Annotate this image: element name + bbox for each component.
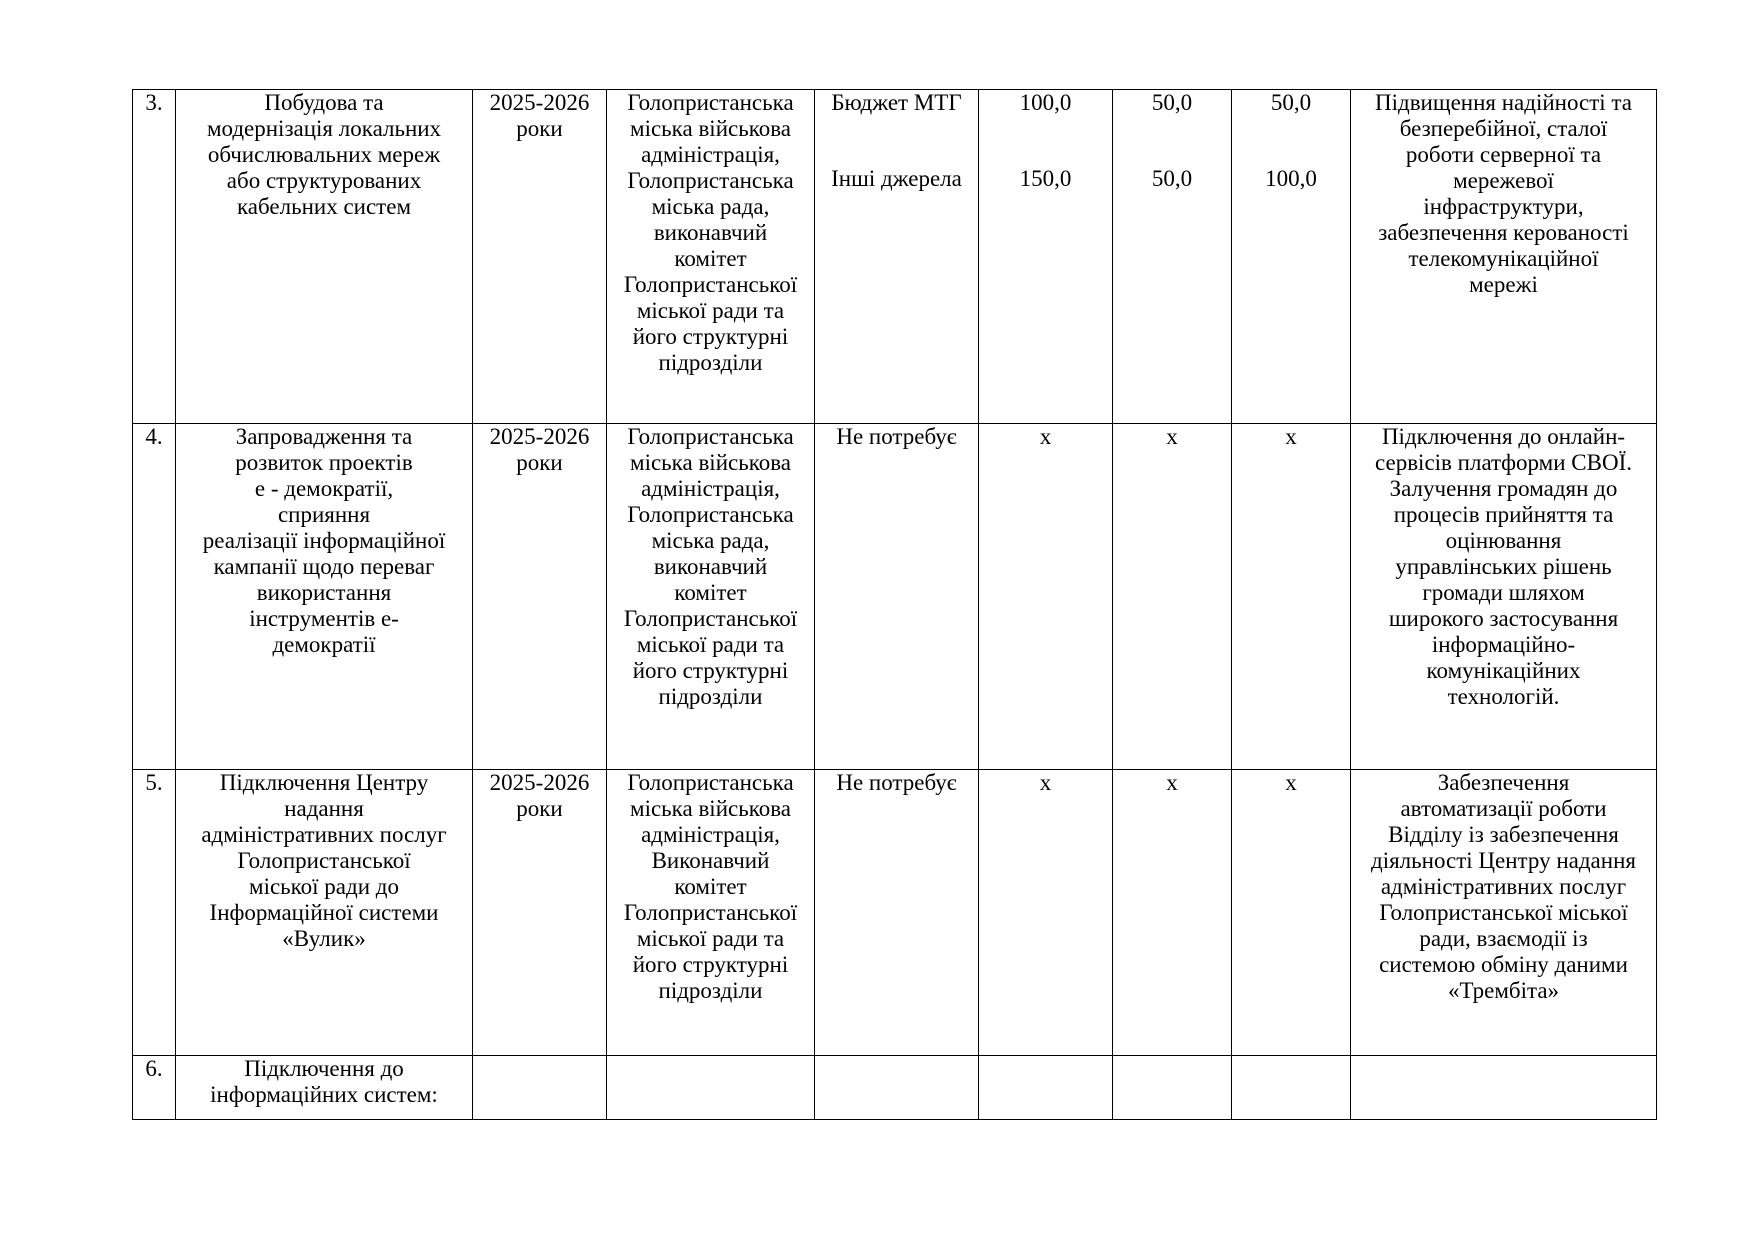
measure-cell [176,770,473,1056]
result-line: Забезпечення [1437,770,1570,795]
measure-line: розвиток проектів [235,450,413,475]
executor-line: міська військова [630,796,791,821]
table-row [133,90,1657,424]
executor-line: міської ради та [636,926,785,951]
measure-line: Підключення Центру [219,770,429,795]
executor-line: Голопристанської [623,606,798,631]
row-number: 4. [133,424,176,770]
funding-source-cell [815,90,979,424]
period-years: 2025-2026 [489,770,590,795]
measure-line: надання [284,796,364,821]
amount-2025-cell [1113,1056,1232,1120]
amount-2025-cell: х [1113,770,1232,1056]
executor-line: комітет [674,580,747,605]
executors-cell [607,90,815,424]
executor-line: його структурні [632,952,789,977]
measure-cell [176,1056,473,1120]
executor-line: Голопристанська [627,168,794,193]
period-years: 2025-2026 [489,90,590,115]
measure-line: Інформаційної системи [209,900,439,925]
executor-line: виконавчий [653,220,768,245]
executor-line: адміністрація, [641,822,780,847]
executor-line: адміністрація, [641,476,780,501]
result-line: мережевої [1453,168,1554,193]
amount-2026-cell: х [1232,770,1351,1056]
measure-line: кампанії щодо переваг [213,554,435,579]
executor-line: підрозділи [658,350,763,375]
measure-cell [176,424,473,770]
amount-2026-cell: х [1232,424,1351,770]
executor-line: міська рада, [651,194,770,219]
measure-line: реалізації інформаційної [202,528,446,553]
amount-2025-cell: х [1113,424,1232,770]
executor-line: міської ради та [636,632,785,657]
period-unit: роки [516,450,563,475]
result-line: Підвищення надійності та [1375,90,1632,115]
executor-line: міська військова [630,116,791,141]
amount-2026-cell [1232,1056,1351,1120]
total-amount-cell: х [979,424,1113,770]
result-line: «Трембіта» [1447,978,1560,1003]
measure-line: або структурованих [226,168,422,193]
result-line: процесів прийняття та [1393,502,1614,527]
executor-line: його структурні [632,324,789,349]
table-row [133,1056,1657,1120]
measure-line: інструментів е- [249,606,399,631]
amount-2026-budget: 50,0 [1270,90,1312,115]
result-line: забезпечення керованості [1378,220,1629,245]
result-line: громади шляхом [1422,580,1585,605]
executor-line: Голопристанська [627,90,794,115]
result-line: мережі [1469,272,1538,297]
total-amount-cell [979,90,1113,424]
expected-result-cell [1351,770,1657,1056]
measure-line: Запровадження та [235,424,413,449]
result-line: широкого застосування [1388,606,1619,631]
program-measures-table [132,89,1657,1120]
executor-line: комітет [674,246,747,271]
result-line: роботи серверної та [1405,142,1602,167]
executor-line: комітет [674,874,747,899]
measure-cell [176,90,473,424]
total-amount-other: 150,0 [1019,166,1072,191]
expected-result-cell [1351,90,1657,424]
measure-line: модернізація локальних [206,116,442,141]
executor-line: Голопристанська [627,502,794,527]
amount-2025-other: 50,0 [1151,166,1193,191]
total-amount-cell [979,1056,1113,1120]
executor-line: Виконавчий [651,848,770,873]
result-line: телекомунікаційної [1408,246,1599,271]
executor-line: адміністрація, [641,142,780,167]
executor-line: Голопристанської [623,900,798,925]
expected-result-cell [1351,1056,1657,1120]
amount-2026-other: 100,0 [1265,166,1317,191]
measure-line: Голопристанської [237,848,411,873]
result-line: Голопристанської міської [1379,900,1628,925]
result-line: інфраструктури, [1423,194,1584,219]
measure-line: е - демократії, [254,476,394,501]
measure-line: «Вулик» [282,926,366,951]
measure-line: використання [256,580,392,605]
result-line: Залучення громадян до [1389,476,1618,501]
executor-line: підрозділи [658,978,763,1003]
measure-line: обчислювальних мереж [207,142,441,167]
measure-line: Побудова та [264,90,384,115]
executor-line: міська військова [630,450,791,475]
total-amount-cell: х [979,770,1113,1056]
executor-line: виконавчий [653,554,768,579]
result-line: діяльності Центру надання [1371,848,1636,873]
result-line: автоматизації роботи [1400,796,1607,821]
measure-line: кабельних систем [236,194,412,219]
spacer [818,116,975,166]
measure-line: інформаційних систем: [210,1082,438,1107]
funding-source-other: Інші джерела [831,166,962,191]
measure-line: сприяння [277,502,371,527]
measure-line: міської ради до [249,874,399,899]
result-line: адміністративних послуг [1380,874,1627,899]
executors-cell [607,1056,815,1120]
funding-source-cell [815,1056,979,1120]
measure-line: Підключення до [244,1056,404,1081]
expected-result-cell [1351,424,1657,770]
funding-source-cell: Не потребує [815,424,979,770]
executor-line: міська рада, [651,528,770,553]
result-line: комунікаційних [1426,658,1581,683]
table-row [133,770,1657,1056]
funding-source-budget: Бюджет МТГ [831,90,962,115]
result-line: безперебійної, сталої [1399,116,1608,141]
period-unit: роки [516,796,563,821]
executor-line: Голопристанська [627,424,794,449]
spacer [982,116,1109,166]
row-number: 3. [133,90,176,424]
executors-cell [607,770,815,1056]
executor-line: Голопристанська [627,770,794,795]
row-number: 6. [133,1056,176,1120]
period-cell [473,770,607,1056]
table-row [133,424,1657,770]
executor-line: його структурні [632,658,789,683]
period-cell [473,90,607,424]
executor-line: міської ради та [636,298,785,323]
amount-2025-cell [1113,90,1232,424]
result-line: оцінювання [1445,528,1562,553]
executor-line: Голопристанської [623,272,798,297]
spacer [1235,116,1347,166]
funding-source-cell: Не потребує [815,770,979,1056]
result-line: Відділу із забезпечення [1388,822,1619,847]
measure-line: адміністративних послуг [201,822,447,847]
executors-cell [607,424,815,770]
spacer [1116,116,1228,166]
result-line: ради, взаємодії із [1419,926,1588,951]
executor-line: підрозділи [658,684,763,709]
amount-2025-budget: 50,0 [1151,90,1193,115]
row-number: 5. [133,770,176,1056]
period-unit: роки [516,116,563,141]
result-line: технологій. [1447,684,1560,709]
period-cell [473,1056,607,1120]
result-line: Підключення до онлайн- [1381,424,1626,449]
period-cell [473,424,607,770]
amount-2026-cell [1232,90,1351,424]
total-amount-budget: 100,0 [1019,90,1072,115]
measure-line: демократії [272,632,376,657]
result-line: системою обміну даними [1379,952,1628,977]
period-years: 2025-2026 [489,424,590,449]
result-line: сервісів платформи СВОЇ. [1375,450,1632,475]
result-line: інформаційно- [1431,632,1576,657]
result-line: управлінських рішень [1395,554,1612,579]
